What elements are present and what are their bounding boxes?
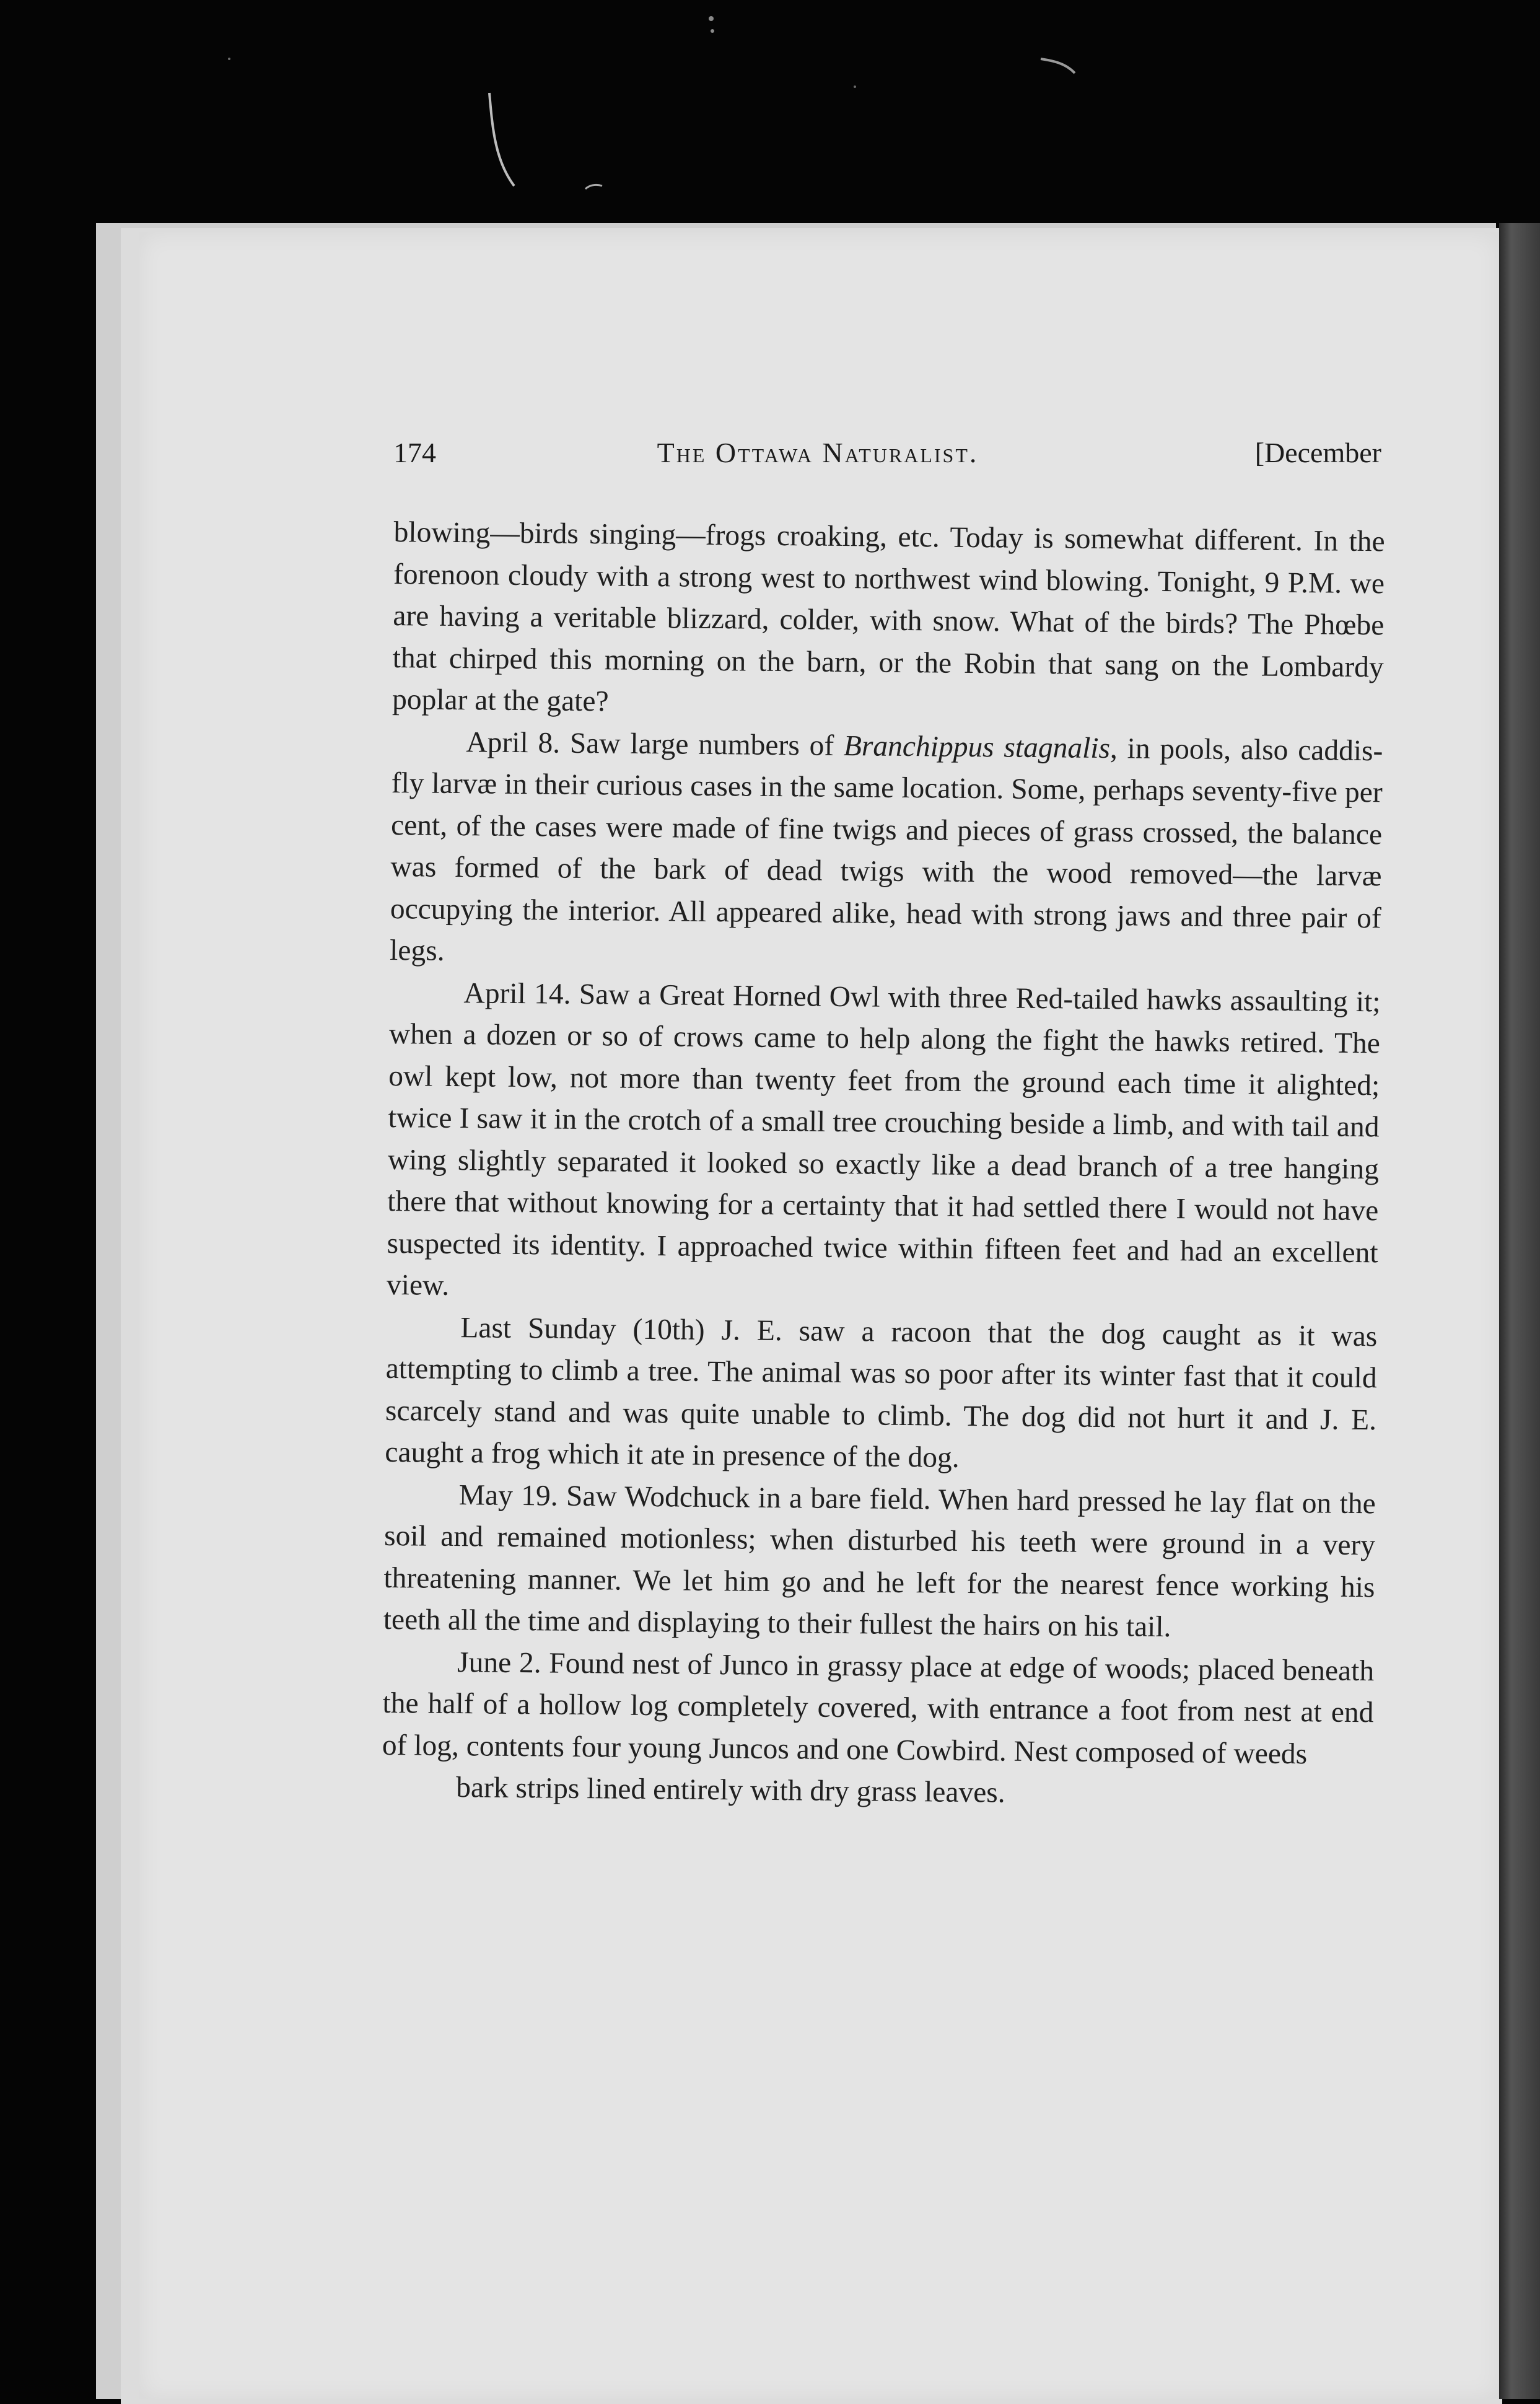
paragraph-may-19: May 19. Saw Wodchuck in a bare field. When hard pressed he lay flat on the soil and remained motionless; when disturbed his teeth were ground in a very threatening manner. We let him go and he left for the nearest fence working his teeth all the time and displaying to their fullest the hairs on his tail. (383, 1478, 1376, 1644)
running-title: The Ottawa Naturalist. (657, 437, 979, 468)
body-text (382, 512, 1385, 1818)
paragraph-april-8-rest: , in pools, also caddis-fly larvæ in their curious cases in the same location. Some, perhaps seventy-five per cent, of the cases were made of fine twigs and pieces of grass crossed, the balance was formed of the bark of dead twigs with the wood removed—the larvæ occupying the interior. All appeared alike, head with strong jaws and three pair of legs. (389, 732, 1383, 967)
paragraph-april-8 (390, 721, 1383, 981)
paragraph-last-sunday: Last Sunday (10th) J. E. saw a racoon that the dog caught as it was attempting to climb a tree. The animal was so poor after its winter fast that it could scarcely stand and was quite unable to climb. The dog did not hurt it and J. E. caught a frog which it ate in presence of the dog. (385, 1311, 1378, 1474)
paragraph-continuation: blowing—birds singing—frogs croaking, etc. Today is somewhat different. In the forenoon cloudy with a strong west to northwest wind blowing. Tonight, 9 P.M. we are having a veritable blizzard, colder, with snow. What of the birds? The Phœbe that chirped this morning on the barn, or the Robin that sang on the Lombardy poplar at the gate? (392, 515, 1385, 718)
running-month: [December (1254, 437, 1381, 468)
page-number: 174 (393, 437, 436, 468)
book-binding-edge (1499, 223, 1540, 2399)
running-header (254, 434, 1381, 477)
species-name-italic: Branchippus stagnalis (843, 729, 1111, 765)
paragraph-june-2-last-line: bark strips lined entirely with dry grass leaves. (455, 1771, 1005, 1809)
paragraph-june-2: June 2. Found nest of Junco in grassy place at edge of woods; placed beneath the half of a hollow log completely covered, with entrance a foot from nest at end of log, contents four young Juncos and one Cowbird. Nest composed of weeds (382, 1646, 1375, 1770)
scanner-dust-specks (0, 0, 1540, 229)
paragraph-april-8-lead: April 8. Saw large numbers of (466, 726, 844, 762)
paragraph-april-14: April 14. Saw a Great Horned Owl with three Red-tailed hawks assaulting it; when a dozen or so of crows came to help along the fight the hawks retired. The owl kept low, not more than twenty feet from the ground each time it alighted; twice I saw it in the crotch of a small tree crouching beside a limb, and with tail and wing slightly separated it looked so exactly like a dead branch of a tree hanging there that without knowing for a certainty that it had settled there I would not have suspected its identity. I approached twice within fifteen feet and had an excellent view. (386, 976, 1381, 1302)
